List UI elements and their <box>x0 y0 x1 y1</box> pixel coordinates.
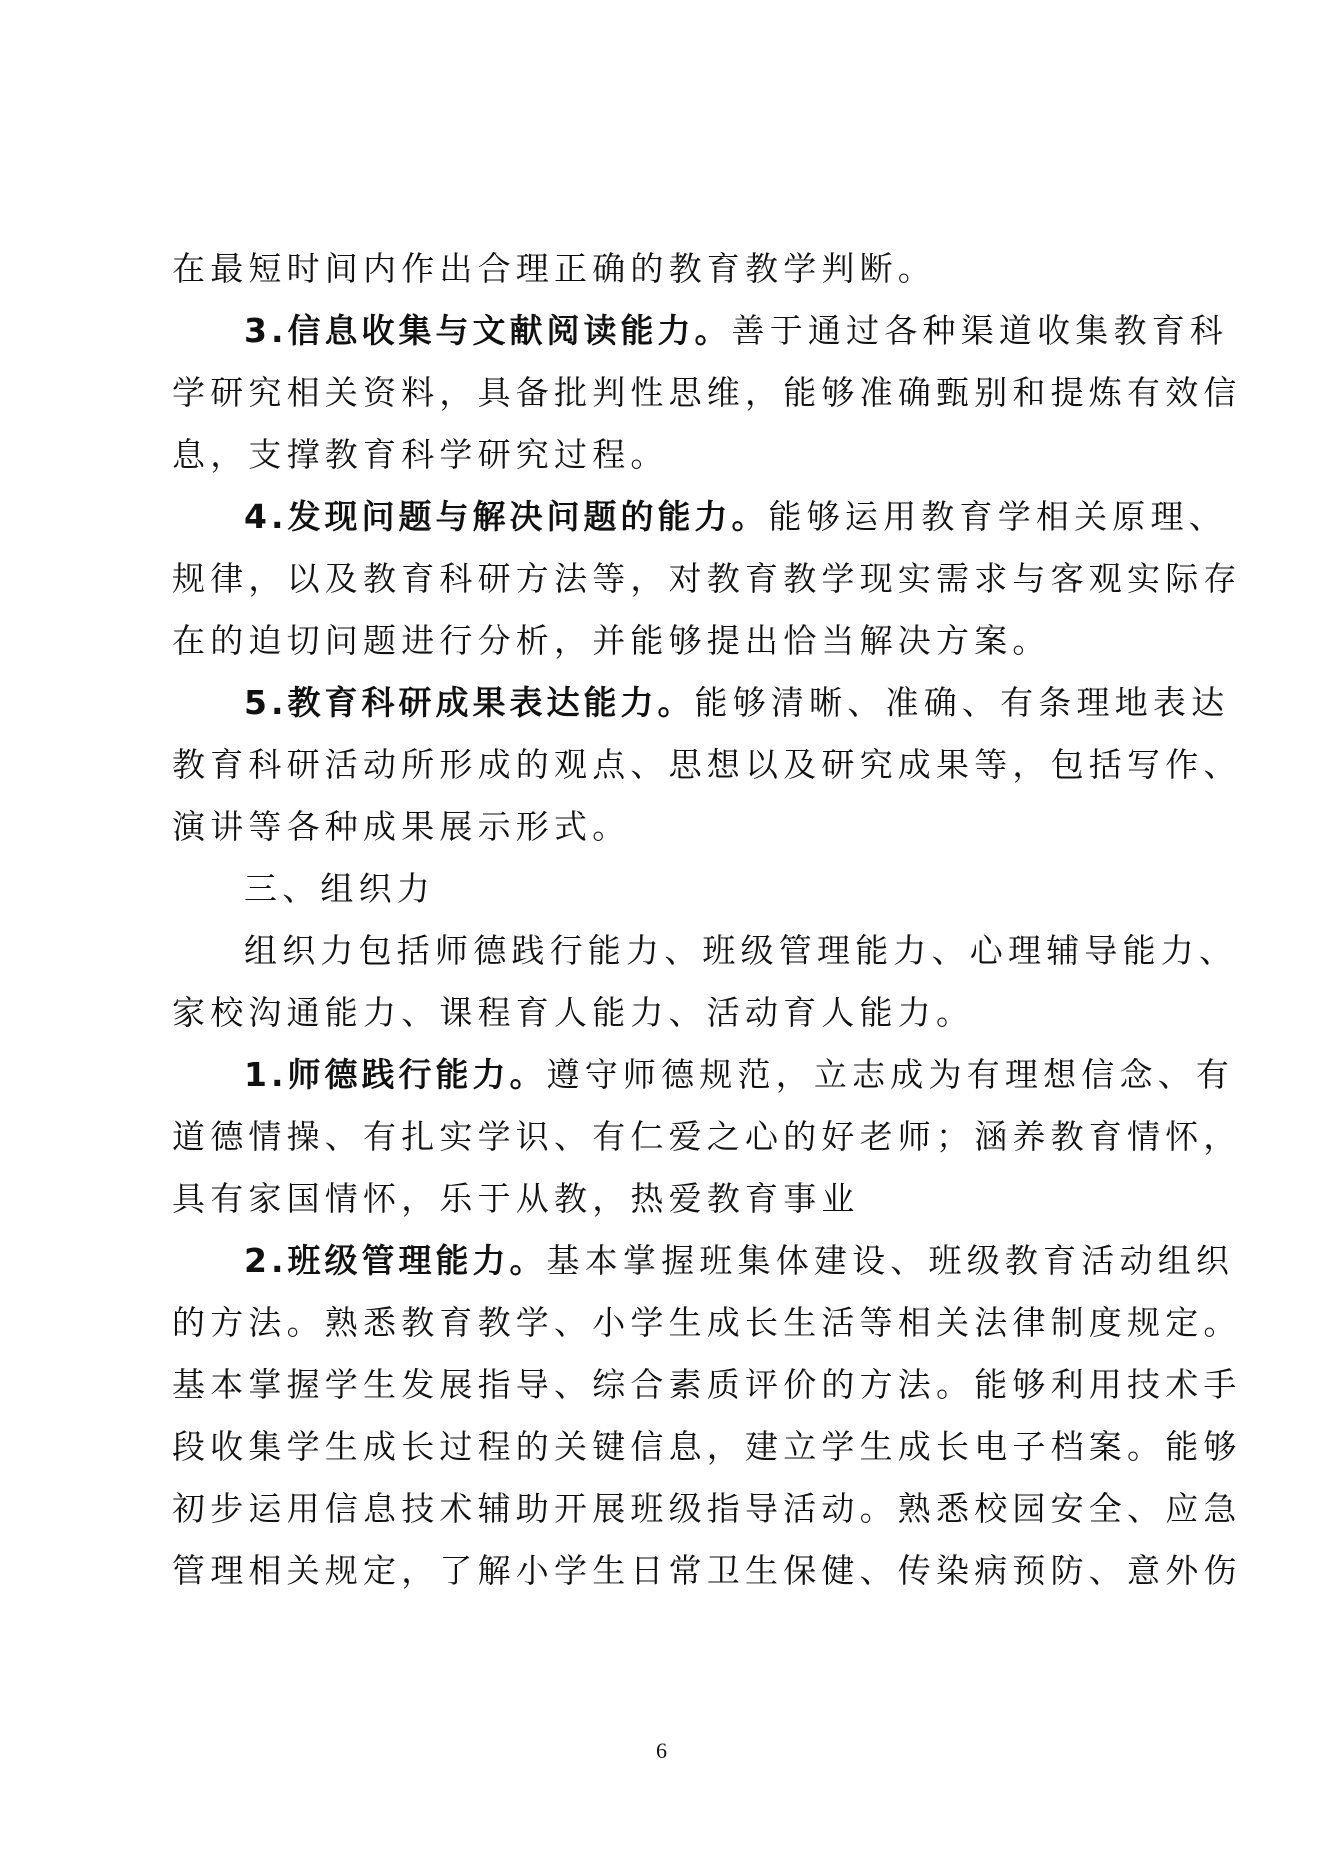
paragraph-text: 规律，以及教育科研方法等，对教育教学现实需求与客观实际存 <box>172 559 1242 598</box>
text-line <box>172 486 1227 548</box>
item-heading: 4.发现问题与解决问题的能力。 <box>244 497 769 536</box>
paragraph-text: 组织力包括师德践行能力、班级管理能力、心理辅导能力、 <box>244 931 1238 970</box>
paragraph-text: 在的迫切问题进行分析，并能够提出恰当解决方案。 <box>172 621 1051 660</box>
text-line <box>172 610 1164 672</box>
text-line <box>172 238 1164 300</box>
text-line <box>172 1230 1235 1292</box>
text-line <box>172 920 1238 982</box>
text-line <box>172 1168 1164 1230</box>
text-line <box>172 982 1164 1044</box>
text-line <box>172 1106 1242 1168</box>
text-line <box>172 1354 1242 1416</box>
section-heading <box>172 858 1164 920</box>
paragraph-text: 道德情操、有扎实学识、有仁爱之心的好老师；涵养教育情怀， <box>172 1117 1242 1156</box>
paragraph-text: 遵守师德规范，立志成为有理想信念、有 <box>546 1055 1235 1094</box>
item-heading: 3.信息收集与文献阅读能力。 <box>244 311 732 350</box>
paragraph-text: 能够清晰、准确、有条理地表达 <box>694 683 1230 722</box>
page-number: 6 <box>656 1738 667 1763</box>
paragraph-text: 基本掌握学生发展指导、综合素质评价的方法。能够利用技术手 <box>172 1365 1242 1404</box>
text-line <box>172 362 1242 424</box>
text-line <box>172 796 1164 858</box>
paragraph-text: 学研究相关资料，具备批判性思维，能够准确甄别和提炼有效信 <box>172 373 1242 412</box>
text-line <box>172 1292 1242 1354</box>
paragraph-text: 基本掌握班集体建设、班级教育活动组织 <box>546 1241 1235 1280</box>
paragraph-text: 段收集学生成长过程的关键信息，建立学生成长电子档案。能够 <box>172 1427 1242 1466</box>
paragraph-text: 初步运用信息技术辅助开展班级指导活动。熟悉校园安全、应急 <box>172 1489 1242 1528</box>
paragraph-text: 能够运用教育学相关原理、 <box>768 497 1227 536</box>
paragraph-text: 家校沟通能力、课程育人能力、活动育人能力。 <box>172 993 975 1032</box>
paragraph-text: 的方法。熟悉教育教学、小学生成长生活等相关法律制度规定。 <box>172 1303 1242 1342</box>
text-line <box>172 548 1242 610</box>
paragraph-text: 管理相关规定，了解小学生日常卫生保健、传染病预防、意外伤 <box>172 1551 1242 1590</box>
paragraph-text: 具有家国情怀，乐于从教，热爱教育事业 <box>172 1179 860 1218</box>
paragraph-text: 息，支撑教育科学研究过程。 <box>172 435 669 474</box>
item-heading: 1.师德践行能力。 <box>244 1055 547 1094</box>
text-line <box>172 1478 1242 1540</box>
section-title: 三、组织力 <box>244 869 435 908</box>
paragraph-text: 在最短时间内作出合理正确的教育教学判断。 <box>172 249 936 288</box>
text-line <box>172 1540 1242 1602</box>
document-body <box>172 238 1242 1602</box>
text-line <box>172 734 1242 796</box>
paragraph-text: 教育科研活动所形成的观点、思想以及研究成果等，包括写作、 <box>172 745 1242 784</box>
item-heading: 5.教育科研成果表达能力。 <box>244 683 695 722</box>
paragraph-text: 善于通过各种渠道收集教育科 <box>731 311 1229 350</box>
text-line <box>172 1044 1235 1106</box>
text-line <box>172 672 1230 734</box>
item-heading: 2.班级管理能力。 <box>244 1241 547 1280</box>
text-line <box>172 300 1229 362</box>
paragraph-text: 演讲等各种成果展示形式。 <box>172 807 631 846</box>
text-line <box>172 424 1164 486</box>
text-line <box>172 1416 1242 1478</box>
